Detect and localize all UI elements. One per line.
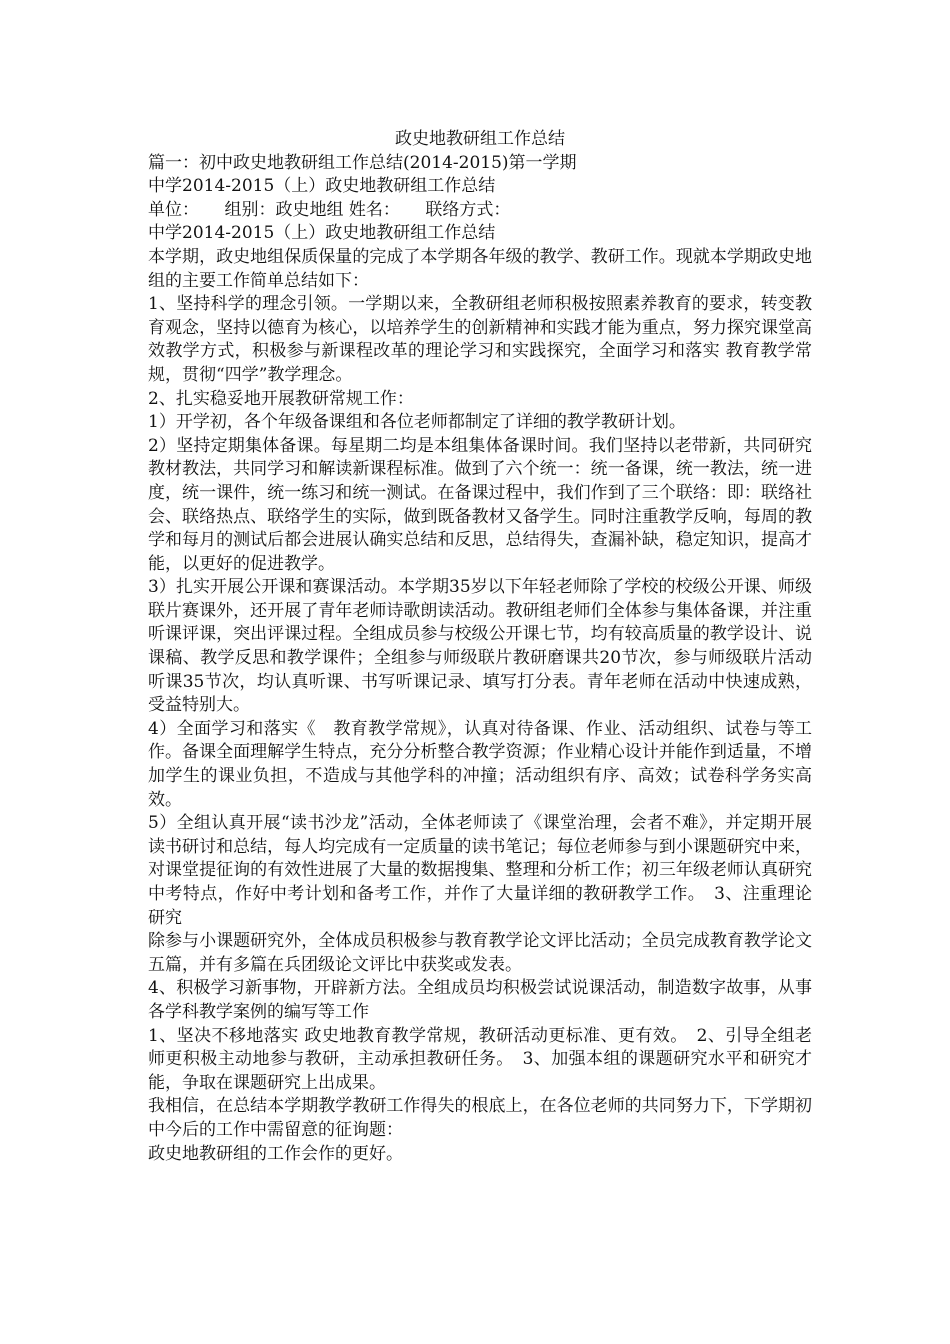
paragraph-heading-2: 中学2014-2015（上）政史地教研组工作总结 [148,223,496,244]
paragraph-item-4: 4、积极学习新事物，开辟新方法。全组成员均积极尝试说课活动，制造数字故事，从事各学科教学案例的编写等工作 [148,978,812,1022]
paragraph-item-1: 1、坚持科学的理念引领。一学期以来，全教研组老师积极按照素养教育的要求，转变教育观念，坚持以德育为核心，以培养学生的创新精神和实践才能为重点，努力探究课堂高效教学方式，积极参与新课程改革的理论学习和实践探究，全面学习和落实 教育教学常规，贯彻“四学”教学理念。 [148,294,812,385]
paragraph-subitem-2: 2）坚持定期集体备课。每星期二均是本组集体备课时间。我们坚持以老带新，共同研究教材教法，共同学习和解读新课程标准。做到了六个统一：统一备课，统一教法，统一进度，统一课件，统一练习和统一测试。在备课过程中，我们作到了三个联络：即：联络社会、联络热点、联络学生的实际，做到既备教材又备学生。同时注重教学反响，每周的教学和每月的测试后都会进展认确实总结和反思，总结得失，查漏补缺，稳定知识，提高才能，以更好的促进教学。 [148,435,812,574]
paragraph-subitem-3: 3）扎实开展公开课和赛课活动。本学期35岁以下年轻老师除了学校的校级公开课、师级联片赛课外，还开展了青年老师诗歌朗读活动。教研组老师们全体参与集体备课，并注重听课评课，突出评课过程。全组成员参与校级公开课七节，均有较高质量的教学设计、说课稿、教学反思和教学课件；全组参与师级联片教研磨课共20节次，参与师级联片活动听课35节次，均认真听课、书写听课记录、填写打分表。青年老师在活动中快速成熟，受益特别大。 [148,577,812,716]
paragraph-plans: 1、坚决不移地落实 政史地教育教学常规，教研活动更标准、更有效。 2、引导全组老师更积极主动地参与教研，主动承担教研任务。 3、加强本组的课题研究水平和研究才能，争取在课题研究上出成果。 [148,1025,812,1093]
paragraph-subtitle: 篇一：初中政史地教研组工作总结(2014-2015)第一学期 [148,152,577,173]
paragraph-item-2: 2、扎实稳妥地开展教研常规工作： [148,388,414,409]
paragraph-subitem-4: 4）全面学习和落实《 教育教学常规》，认真对待备课、作业、活动组织、试卷与等工作。备课全面理解学生特点，充分分析整合教学资源；作业精心设计并能作到适量，不增加学生的课业负担，不造成与其他学科的冲撞；活动组织有序、高效；试卷科学务实高效。 [148,718,812,810]
paragraph-intro: 本学期，政史地组保质保量的完成了本学期各年级的教学、教研工作。现就本学期政史地组的主要工作简单总结如下： [148,246,812,291]
paragraph-subitem-1: 1）开学初，各个年级备课组和各位老师都制定了详细的教学教研计划。 [148,412,686,433]
document-title: 政史地教研组工作总结 [395,129,565,149]
paragraph-subitem-5: 5）全组认真开展“读书沙龙”活动，全体老师读了《课堂治理，会者不难》，并定期开展读书研讨和总结，每人均完成有一定质量的读书笔记；每位老师参与到小课题研究中来，对课堂提征询的有效性进展了大量的数据搜集、整理和分析工作；初三年级老师认真研究中考特点，作好中考计划和备考工作，并作了大量详细的教研教学工作。 3、注重理论研究 [148,813,812,928]
paragraph-closing: 我相信，在总结本学期教学教研工作得失的根底上，在各位老师的共同努力下，下学期初中今后的工作中需留意的征询题： [148,1096,812,1140]
paragraph-research: 除参与小课题研究外，全体成员积极参与教育教学论文评比活动；全员完成教育教学论文五篇，并有多篇在兵团级论文评比中获奖或发表。 [148,931,812,975]
paragraph-info-line: 单位： 组别：政史地组 姓名： 联络方式： [148,199,511,220]
paragraph-heading-1: 中学2014-2015（上）政史地教研组工作总结 [148,176,496,197]
document-body [148,128,812,1166]
paragraph-final: 政史地教研组的工作会作的更好。 [148,1143,403,1164]
